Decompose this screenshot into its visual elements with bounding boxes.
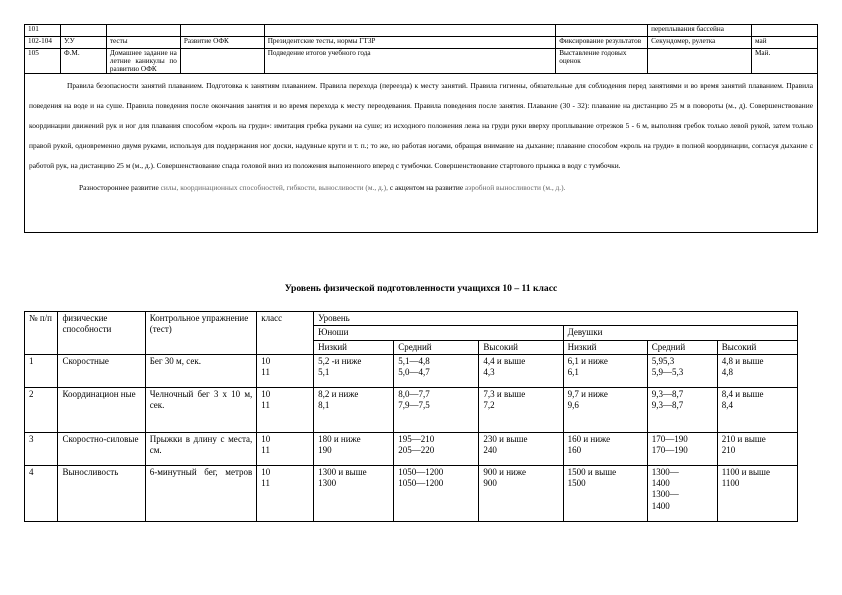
- girls-mid-cell: 170—190 170—190: [647, 432, 717, 465]
- development-note: Разностороннее развитие силы, координационных способностей, гибкости, выносливости (м., д.), с акцентом на развитие аэробной выносливости (м., д.).: [79, 183, 566, 193]
- lesson-goal: [180, 49, 264, 74]
- boys-low-cell: 1300 и выше 1300: [314, 465, 394, 521]
- girls-high-cell: 1100 и выше 1100: [717, 465, 797, 521]
- table-row: [25, 37, 818, 49]
- lesson-date: Май.: [752, 49, 818, 74]
- girls-high-cell: 210 и выше 210: [717, 432, 797, 465]
- lesson-date: [752, 25, 818, 37]
- low-header: Низкий: [314, 340, 394, 354]
- lesson-plan-table: [24, 24, 818, 233]
- lesson-goal: Развитие ОФК: [180, 37, 264, 49]
- lesson-type: [60, 25, 106, 37]
- table-row: [25, 25, 818, 37]
- grade-cell: 10 11: [257, 465, 314, 521]
- high-header: Высокий: [479, 340, 563, 354]
- grade-cell: 10 11: [257, 387, 314, 432]
- page-title: Уровень физической подготовленности учащихся 10 – 11 класс: [284, 283, 558, 294]
- boys-mid-cell: 5,1—4,8 5,0—4,7: [394, 354, 479, 387]
- boys-low-cell: 8,2 и ниже 8,1: [314, 387, 394, 432]
- boys-low-cell: 180 и ниже 190: [314, 432, 394, 465]
- lesson-content: Президентские тесты, нормы ГТЗР: [264, 37, 556, 49]
- ability-cell: Скоростно-силовые: [58, 432, 145, 465]
- girls-mid-cell: 1300— 1400 1300— 1400: [647, 465, 717, 521]
- girls-low-cell: 1500 и выше 1500: [563, 465, 647, 521]
- lesson-type: Ф.М.: [60, 49, 106, 74]
- exercise-cell: 6-минутный бег, метров: [145, 465, 257, 521]
- boys-header: Юноши: [314, 326, 564, 340]
- boys-mid-cell: 8,0—7,7 7,9—7,5: [394, 387, 479, 432]
- table-row: [25, 74, 818, 233]
- girls-low-cell: 6,1 и ниже 6,1: [563, 354, 647, 387]
- header-row: [25, 312, 798, 326]
- lesson-equipment: [648, 49, 752, 74]
- paragraph-text: Правила безопасности занятий плаванием. Подготовка к занятиям плаванием. Правила перехода (переезда) к месту занятий. Правила гигиены, обязательные для соблюдения перед занятиями и во время занятий плаванием. Правила поведения на воде и на суше. Правила поведения после окончания занятия и во время перехода к месту переодевания. Правила поведения после занятия. Плавание (30 - 32): плавание на дистанцию 25 м в повороты (м., д). Совершенствование координации движений рук и ног для плавания способом «кроль на груди»: имитация гребка руками на суше; из исходного положения лежа на груди руки вверху проплывание отрезков 5 - 6 м, выполняя гребок только левой рукой, затем только правой рукой, одновременно двумя руками, используя для поддержания ног доски, надувные круги и т. п.; то же, но работая ногами, обращая внимание на дыхание; плавание способом «кроль на груди» в полной координации, согласуя дыхание с работой рук, на дистанцию 25 м (м., д.). Совершенствование спада головой вниз из положения выпоненного вперед с тумбочки. Совершенствование стартового прыжка в воду с тумбочки.: [29, 81, 813, 171]
- row-number: 1: [25, 354, 58, 387]
- lesson-control: Выставление годовых оценок: [556, 49, 648, 74]
- exercise-cell: Челночный бег 3 х 10 м, сек.: [145, 387, 257, 432]
- exercise-header: Контрольное упражнение (тест): [145, 312, 257, 355]
- lesson-activity: Домашнее задание на летние каникулы по развитию ОФК: [106, 49, 180, 74]
- table-row: [25, 465, 798, 521]
- exercise-cell: Прыжки в длину с места, см.: [145, 432, 257, 465]
- girls-header: Девушки: [563, 326, 797, 340]
- table-row: [25, 387, 798, 432]
- swimming-program-paragraph: [25, 74, 818, 233]
- mid-header: Средний: [647, 340, 717, 354]
- table-row: [25, 432, 798, 465]
- boys-low-cell: 5,2 -и ниже 5,1: [314, 354, 394, 387]
- grade-cell: 10 11: [257, 432, 314, 465]
- ability-cell: Скоростные: [58, 354, 145, 387]
- lesson-number: 105: [25, 49, 61, 74]
- boys-mid-cell: 195—210 205—220: [394, 432, 479, 465]
- lesson-control: [556, 25, 648, 37]
- lesson-activity: [106, 25, 180, 37]
- grade-header: класс: [257, 312, 314, 355]
- lesson-date: май: [752, 37, 818, 49]
- girls-mid-cell: 9,3—8,7 9,3—8,7: [647, 387, 717, 432]
- boys-high-cell: 7,3 и выше 7,2: [479, 387, 563, 432]
- lesson-type: У.У: [60, 37, 106, 49]
- lesson-number: 101: [25, 25, 61, 37]
- num-header: № п/п: [25, 312, 58, 355]
- girls-low-cell: 160 и ниже 160: [563, 432, 647, 465]
- row-number: 2: [25, 387, 58, 432]
- ability-cell: Координацион ные: [58, 387, 145, 432]
- lesson-equipment: Секундомер, рулетка: [648, 37, 752, 49]
- lesson-number: 102-104: [25, 37, 61, 49]
- lesson-content: [264, 25, 556, 37]
- low-header: Низкий: [563, 340, 647, 354]
- grade-cell: 10 11: [257, 354, 314, 387]
- row-number: 3: [25, 432, 58, 465]
- ability-header: физические способности: [58, 312, 145, 355]
- girls-high-cell: 8,4 и выше 8,4: [717, 387, 797, 432]
- exercise-cell: Бег 30 м, сек.: [145, 354, 257, 387]
- fitness-levels-table: [24, 311, 798, 522]
- boys-mid-cell: 1050—1200 1050—1200: [394, 465, 479, 521]
- high-header: Высокий: [717, 340, 797, 354]
- table-row: [25, 49, 818, 74]
- girls-high-cell: 4,8 и выше 4,8: [717, 354, 797, 387]
- boys-high-cell: 900 и ниже 900: [479, 465, 563, 521]
- mid-header: Средний: [394, 340, 479, 354]
- lesson-equipment: переплывания бассейна: [648, 25, 752, 37]
- table-row: [25, 354, 798, 387]
- lesson-control: Фиксирование результатов: [556, 37, 648, 49]
- girls-low-cell: 9,7 и ниже 9,6: [563, 387, 647, 432]
- lesson-content: Подведение итогов учебного года: [264, 49, 556, 74]
- boys-high-cell: 230 и выше 240: [479, 432, 563, 465]
- level-header: Уровень: [314, 312, 798, 326]
- girls-mid-cell: 5,95,3 5,9—5,3: [647, 354, 717, 387]
- row-number: 4: [25, 465, 58, 521]
- lesson-activity: тесты: [106, 37, 180, 49]
- boys-high-cell: 4,4 и выше 4,3: [479, 354, 563, 387]
- lesson-goal: [180, 25, 264, 37]
- ability-cell: Выносливость: [58, 465, 145, 521]
